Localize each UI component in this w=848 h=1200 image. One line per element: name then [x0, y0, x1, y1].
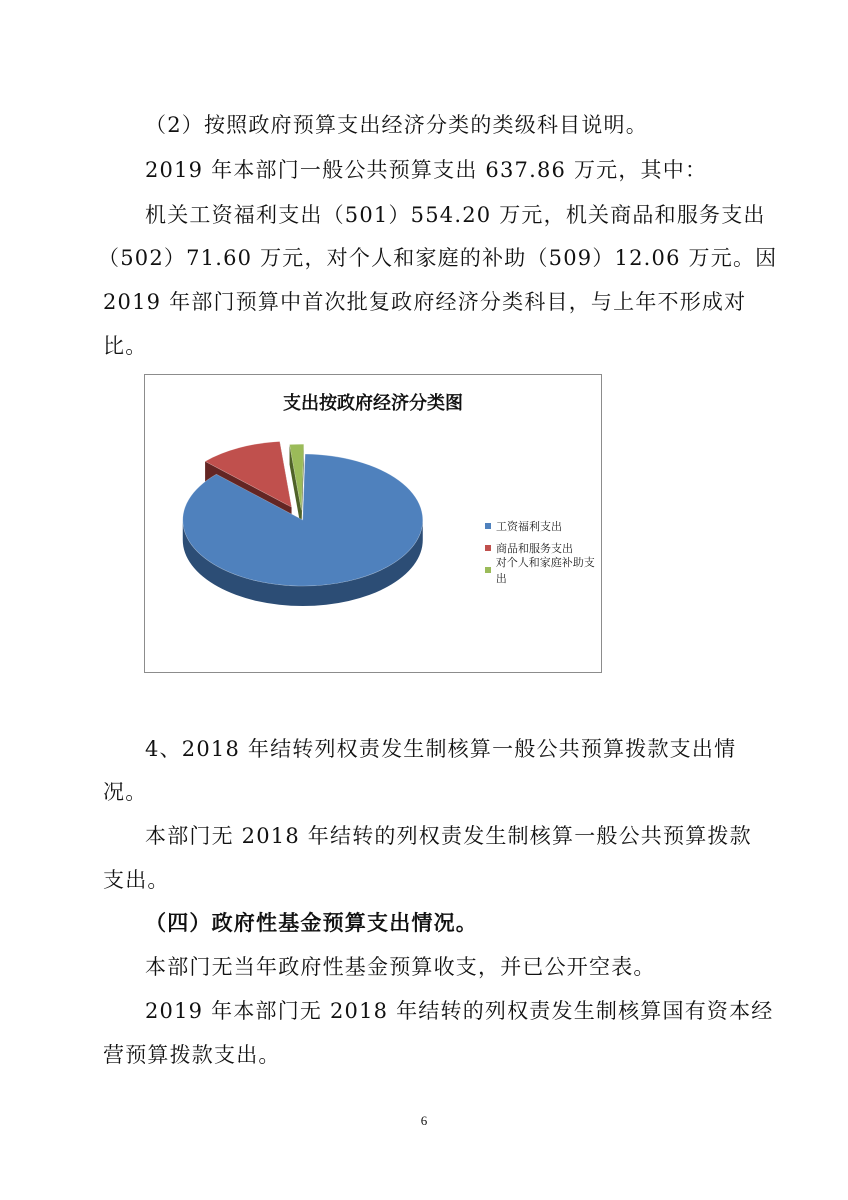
legend-label: 工资福利支出 — [496, 520, 562, 533]
legend-label: 商品和服务支出 — [496, 542, 573, 555]
page-number: 6 — [420, 1113, 428, 1128]
chart-legend — [485, 515, 601, 585]
paragraph-line: 支出。 — [103, 868, 170, 892]
legend-swatch — [485, 523, 491, 529]
paragraph-line: 2019 年部门预算中首次批复政府经济分类科目，与上年不形成对 — [103, 290, 747, 314]
paragraph-line: 况。 — [103, 780, 148, 804]
pie-chart — [144, 374, 602, 673]
paragraph-line: 比。 — [103, 334, 148, 358]
legend-swatch — [485, 545, 491, 551]
paragraph-line: 2019 年本部门一般公共预算支出 637.86 万元，其中： — [145, 158, 708, 182]
chart-title: 支出按政府经济分类图 — [283, 393, 463, 414]
paragraph-line: 本部门无 2018 年结转的列权责发生制核算一般公共预算拨款 — [145, 824, 752, 848]
paragraph-line: 2019 年本部门无 2018 年结转的列权责发生制核算国有资本经 — [145, 999, 774, 1023]
legend-item — [485, 556, 601, 585]
paragraph-line: 4、2018 年结转列权责发生制核算一般公共预算拨款支出情 — [145, 737, 737, 761]
legend-label: 对个人和家庭补助支出 — [495, 556, 595, 585]
section-heading: （四）政府性基金预算支出情况。 — [145, 910, 478, 935]
paragraph-line: 机关工资福利支出（501）554.20 万元，机关商品和服务支出 — [145, 203, 766, 227]
paragraph-line: 营预算拨款支出。 — [103, 1043, 281, 1067]
paragraph-line: （2）按照政府预算支出经济分类的类级科目说明。 — [145, 113, 648, 137]
legend-swatch — [485, 567, 491, 573]
paragraph-line: 本部门无当年政府性基金预算收支，并已公开空表。 — [145, 955, 656, 979]
paragraph-line: （502）71.60 万元，对个人和家庭的补助（509）12.06 万元。因 — [98, 246, 778, 270]
legend-item — [485, 515, 601, 537]
